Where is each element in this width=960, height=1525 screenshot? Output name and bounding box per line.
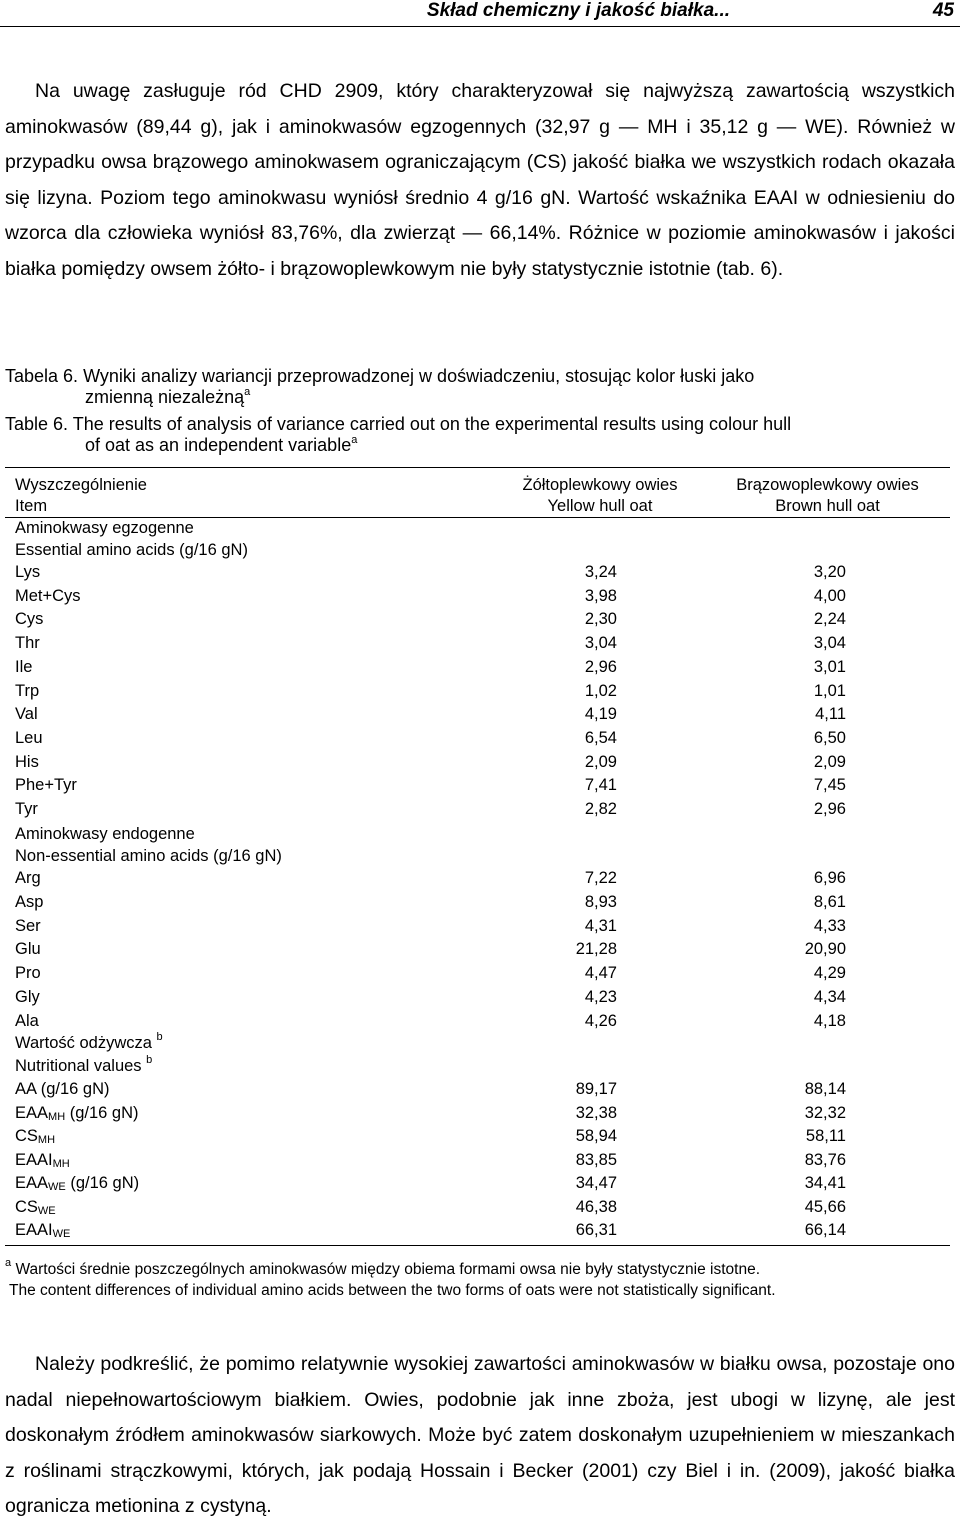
- yellow-value: 4,26: [584, 1011, 617, 1030]
- brown-value: 1,01: [813, 681, 846, 700]
- brown-value: 58,11: [805, 1127, 846, 1145]
- col-header-yellow-en: Yellow hull oat: [547, 497, 653, 515]
- section-label: Nutritional values: [15, 1057, 142, 1075]
- table-row: [5, 915, 950, 937]
- brown-value: 20,90: [804, 940, 846, 959]
- row-label: Asp: [15, 892, 44, 911]
- table-row: [5, 962, 950, 984]
- col-header-yellow-pl: Żółtoplewkowy owies: [522, 476, 678, 494]
- section-essential-pl: [5, 517, 950, 539]
- table-header-row: [5, 474, 950, 496]
- brown-value: 66,14: [804, 1221, 846, 1239]
- caption-en-text: The results of analysis of variance carried out on the experimental results using colour hull: [72, 414, 792, 434]
- brown-value: 4,18: [813, 1011, 846, 1030]
- table-row: [5, 632, 950, 654]
- yellow-value: 8,93: [584, 892, 617, 911]
- caption-en-prefix: Table 6.: [5, 414, 69, 434]
- table-bottom-rule: [5, 1245, 950, 1246]
- yellow-value: 4,47: [584, 964, 617, 983]
- yellow-value: 7,22: [584, 869, 617, 887]
- subscript: WE: [37, 1204, 56, 1217]
- brown-value: 4,00: [813, 586, 846, 605]
- table-row: [5, 938, 950, 960]
- table-caption-en: [5, 414, 955, 456]
- row-label: Ile: [15, 657, 33, 676]
- section-sup: b: [156, 1031, 163, 1043]
- row-label: Arg: [15, 869, 41, 887]
- table-row: [5, 656, 950, 678]
- row-label: Met+Cys: [15, 586, 81, 605]
- footnote-mark: a: [5, 1257, 12, 1269]
- table-row: [5, 727, 950, 749]
- section-label: Aminokwasy egzogenne: [15, 519, 194, 537]
- yellow-value: 4,31: [584, 916, 617, 935]
- table-row: [5, 867, 950, 889]
- running-title: Skład chemiczny i jakość białka...: [426, 0, 730, 21]
- yellow-value: 66,31: [575, 1221, 617, 1239]
- section-essential-en: [5, 539, 950, 561]
- yellow-value: 4,19: [584, 705, 617, 724]
- table-row: [5, 608, 950, 630]
- brown-value: 3,04: [813, 634, 846, 653]
- section-label: Essential amino acids (g/16 gN): [15, 541, 248, 559]
- table-row: [5, 891, 950, 913]
- yellow-value: 46,38: [575, 1197, 617, 1216]
- table-row: [5, 1219, 950, 1241]
- yellow-value: 89,17: [575, 1080, 617, 1098]
- brown-value: 8,61: [813, 892, 846, 911]
- subscript: WE: [52, 1228, 71, 1240]
- running-header: [0, 0, 960, 27]
- row-label: Thr: [15, 634, 40, 653]
- paragraph-1-text: Na uwagę zasługuje ród CHD 2909, który charakteryzował się najwyższą zawartością wszystkich aminokwasów (89,44 g), jak i aminokwasów egzogennych (32,97 g — MH i 35,12 g — WE). Również w przypadku owsa brązowego aminokwasem ograniczającym (CS) jakość białka we wszystkich rodach okazała się lizyna. Poziom tego aminokwasu wyniósł średnio 4 g/16 gN. Wartość wskaźnika EAAI w odniesieniu do wzorca dla człowieka wyniósł 83,76%, dla zwierząt — 66,14%. Różnice w poziomie aminokwasów i jakości białka pomiędzy owsem żółto- i brązowoplewkowym nie były statystycznie istotnie (tab. 6).: [5, 80, 955, 280]
- yellow-value: 3,04: [584, 634, 617, 653]
- nutritional-label: $CS_{MH}$: [15, 1127, 56, 1146]
- brown-value: 2,96: [813, 800, 846, 818]
- yellow-value: 21,28: [575, 940, 617, 959]
- table-footnote: [5, 1259, 955, 1301]
- brown-value: 45,66: [804, 1197, 846, 1216]
- paragraph-2: [5, 1347, 955, 1525]
- brown-value: 4,34: [813, 988, 846, 1006]
- row-label: Phe+Tyr: [15, 776, 77, 795]
- row-label: Gly: [15, 988, 40, 1006]
- caption-en-cont: of oat as an independent variable: [85, 435, 352, 455]
- brown-value: 6,96: [813, 869, 846, 887]
- brown-value: 34,41: [804, 1174, 846, 1192]
- nutritional-label: $EAAI_{MH}$: [15, 1150, 70, 1170]
- col-header-item-en: Item: [15, 497, 48, 515]
- table-row: [5, 680, 950, 702]
- row-label: Ser: [15, 916, 41, 935]
- table-row: [5, 1078, 950, 1100]
- caption-pl-prefix: Tabela 6.: [5, 366, 79, 386]
- paragraph-1: [5, 74, 955, 287]
- yellow-value: 7,41: [584, 776, 617, 795]
- subscript: MH: [48, 1110, 66, 1123]
- table-row: [5, 1196, 950, 1218]
- table-row: [5, 774, 950, 796]
- yellow-value: 3,98: [584, 586, 617, 605]
- subscript: MH: [37, 1134, 56, 1146]
- section-label: Wartość odżywcza: [15, 1034, 152, 1052]
- table-row: [5, 1010, 950, 1032]
- caption-pl-text: Wyniki analizy wariancji przeprowadzonej w doświadczeniu, stosując kolor łuski jako: [83, 366, 755, 386]
- col-header-item-pl: Wyszczególnienie: [15, 476, 147, 494]
- row-label: Ala: [15, 1011, 39, 1030]
- brown-value: 4,33: [813, 916, 846, 935]
- section-nutritional-pl: [5, 1032, 950, 1054]
- nutritional-label: $CS_{WE}$: [15, 1197, 56, 1217]
- row-label: [15, 1125, 55, 1147]
- table-row: [5, 986, 950, 1008]
- section-nonessential-pl: [5, 823, 950, 845]
- row-label: Lys: [15, 563, 41, 581]
- table-row: [5, 798, 950, 820]
- table-row: [5, 1102, 950, 1124]
- table-top-rule: [5, 467, 950, 468]
- subscript: MH: [52, 1157, 70, 1170]
- row-label: [15, 1078, 109, 1100]
- table-row: [5, 585, 950, 607]
- yellow-value: 3,24: [584, 563, 617, 581]
- brown-value: 2,24: [813, 610, 846, 629]
- brown-value: 7,45: [813, 776, 846, 795]
- row-label: [15, 1172, 139, 1194]
- row-label: Val: [15, 705, 38, 724]
- nutritional-label: $EAA_{WE}$ (g/16 gN): [15, 1174, 140, 1193]
- caption-pl-sup: a: [244, 386, 251, 398]
- footnote-pl-text: Wartości średnie poszczególnych aminokwasów między obiema formami owsa nie były statystycznie istotne.: [15, 1261, 761, 1278]
- yellow-value: 58,94: [575, 1127, 617, 1145]
- row-label: [15, 1102, 139, 1124]
- table-row: [5, 703, 950, 725]
- yellow-value: 2,82: [584, 800, 617, 818]
- row-label: Glu: [15, 940, 41, 959]
- table-row: [5, 1149, 950, 1171]
- row-label: Tyr: [15, 800, 38, 818]
- brown-value: 88,14: [804, 1080, 846, 1098]
- table-row: [5, 751, 950, 773]
- row-label: [15, 1149, 70, 1171]
- brown-value: 83,76: [804, 1150, 846, 1169]
- caption-pl-cont: zmienną niezależną: [85, 387, 245, 407]
- table-row: [5, 1125, 950, 1147]
- yellow-value: 32,38: [575, 1103, 617, 1122]
- brown-value: 4,29: [813, 964, 846, 983]
- nutritional-label: AA (g/16 gN): [15, 1080, 110, 1098]
- section-label: Non-essential amino acids (g/16 gN): [15, 847, 282, 865]
- yellow-value: 6,54: [584, 728, 617, 747]
- yellow-value: 2,30: [584, 610, 617, 629]
- brown-value: 3,20: [813, 563, 846, 581]
- nutritional-label: $EAA_{MH}$ (g/16 gN): [15, 1103, 139, 1123]
- yellow-value: 4,23: [584, 988, 617, 1006]
- yellow-value: 2,96: [584, 657, 617, 676]
- brown-value: 3,01: [813, 657, 846, 676]
- row-label: [15, 1196, 56, 1218]
- brown-value: 4,11: [815, 705, 846, 724]
- paragraph-2-text: Należy podkreślić, że pomimo relatywnie wysokiej zawartości aminokwasów w białku owsa, pozostaje ono nadal niepełnowartościowym białkiem. Owies, podobnie jak inne zboża, jest ubogi w lizynę, ale jest doskonałym źródłem aminokwasów siarkowych. Może być zatem doskonałym uzupełnieniem w mieszankach z roślinami strączkowymi, których, jak podają Hossain i Becker (2001) czy Biel i in. (2009), jakość białka ogranicza metionina z cystyną.: [5, 1353, 955, 1517]
- section-label: Aminokwasy endogenne: [15, 825, 195, 843]
- footnote-en: The content differences of individual amino acids between the two forms of oats were not statistically significant.: [9, 1282, 776, 1299]
- section-nutritional-en: [5, 1055, 950, 1077]
- table-caption-pl: [5, 366, 955, 408]
- row-label: Cys: [15, 610, 44, 629]
- page-number: 45: [932, 0, 954, 21]
- row-label: Leu: [15, 728, 43, 747]
- footnote-pl: [5, 1259, 955, 1280]
- subscript: WE: [48, 1181, 66, 1193]
- brown-value: 6,50: [813, 728, 846, 747]
- col-header-brown-en: Brown hull oat: [775, 497, 880, 515]
- yellow-value: 34,47: [575, 1174, 617, 1192]
- section-nonessential-en: [5, 845, 950, 867]
- row-label: [15, 1219, 70, 1241]
- row-label: Trp: [15, 681, 40, 700]
- table-header-row-en: [5, 495, 950, 517]
- brown-value: 2,09: [813, 752, 846, 771]
- brown-value: 32,32: [804, 1103, 846, 1122]
- yellow-value: 2,09: [584, 752, 617, 771]
- table-row: [5, 1172, 950, 1194]
- caption-en-sup: a: [351, 434, 358, 446]
- row-label: His: [15, 752, 39, 771]
- yellow-value: 83,85: [575, 1150, 617, 1169]
- nutritional-label: $EAAI_{WE}$: [15, 1221, 71, 1240]
- col-header-brown-pl: Brązowoplewkowy owies: [736, 476, 919, 494]
- section-sup: b: [146, 1054, 153, 1066]
- row-label: Pro: [15, 964, 41, 983]
- yellow-value: 1,02: [584, 681, 617, 700]
- table-row: [5, 561, 950, 583]
